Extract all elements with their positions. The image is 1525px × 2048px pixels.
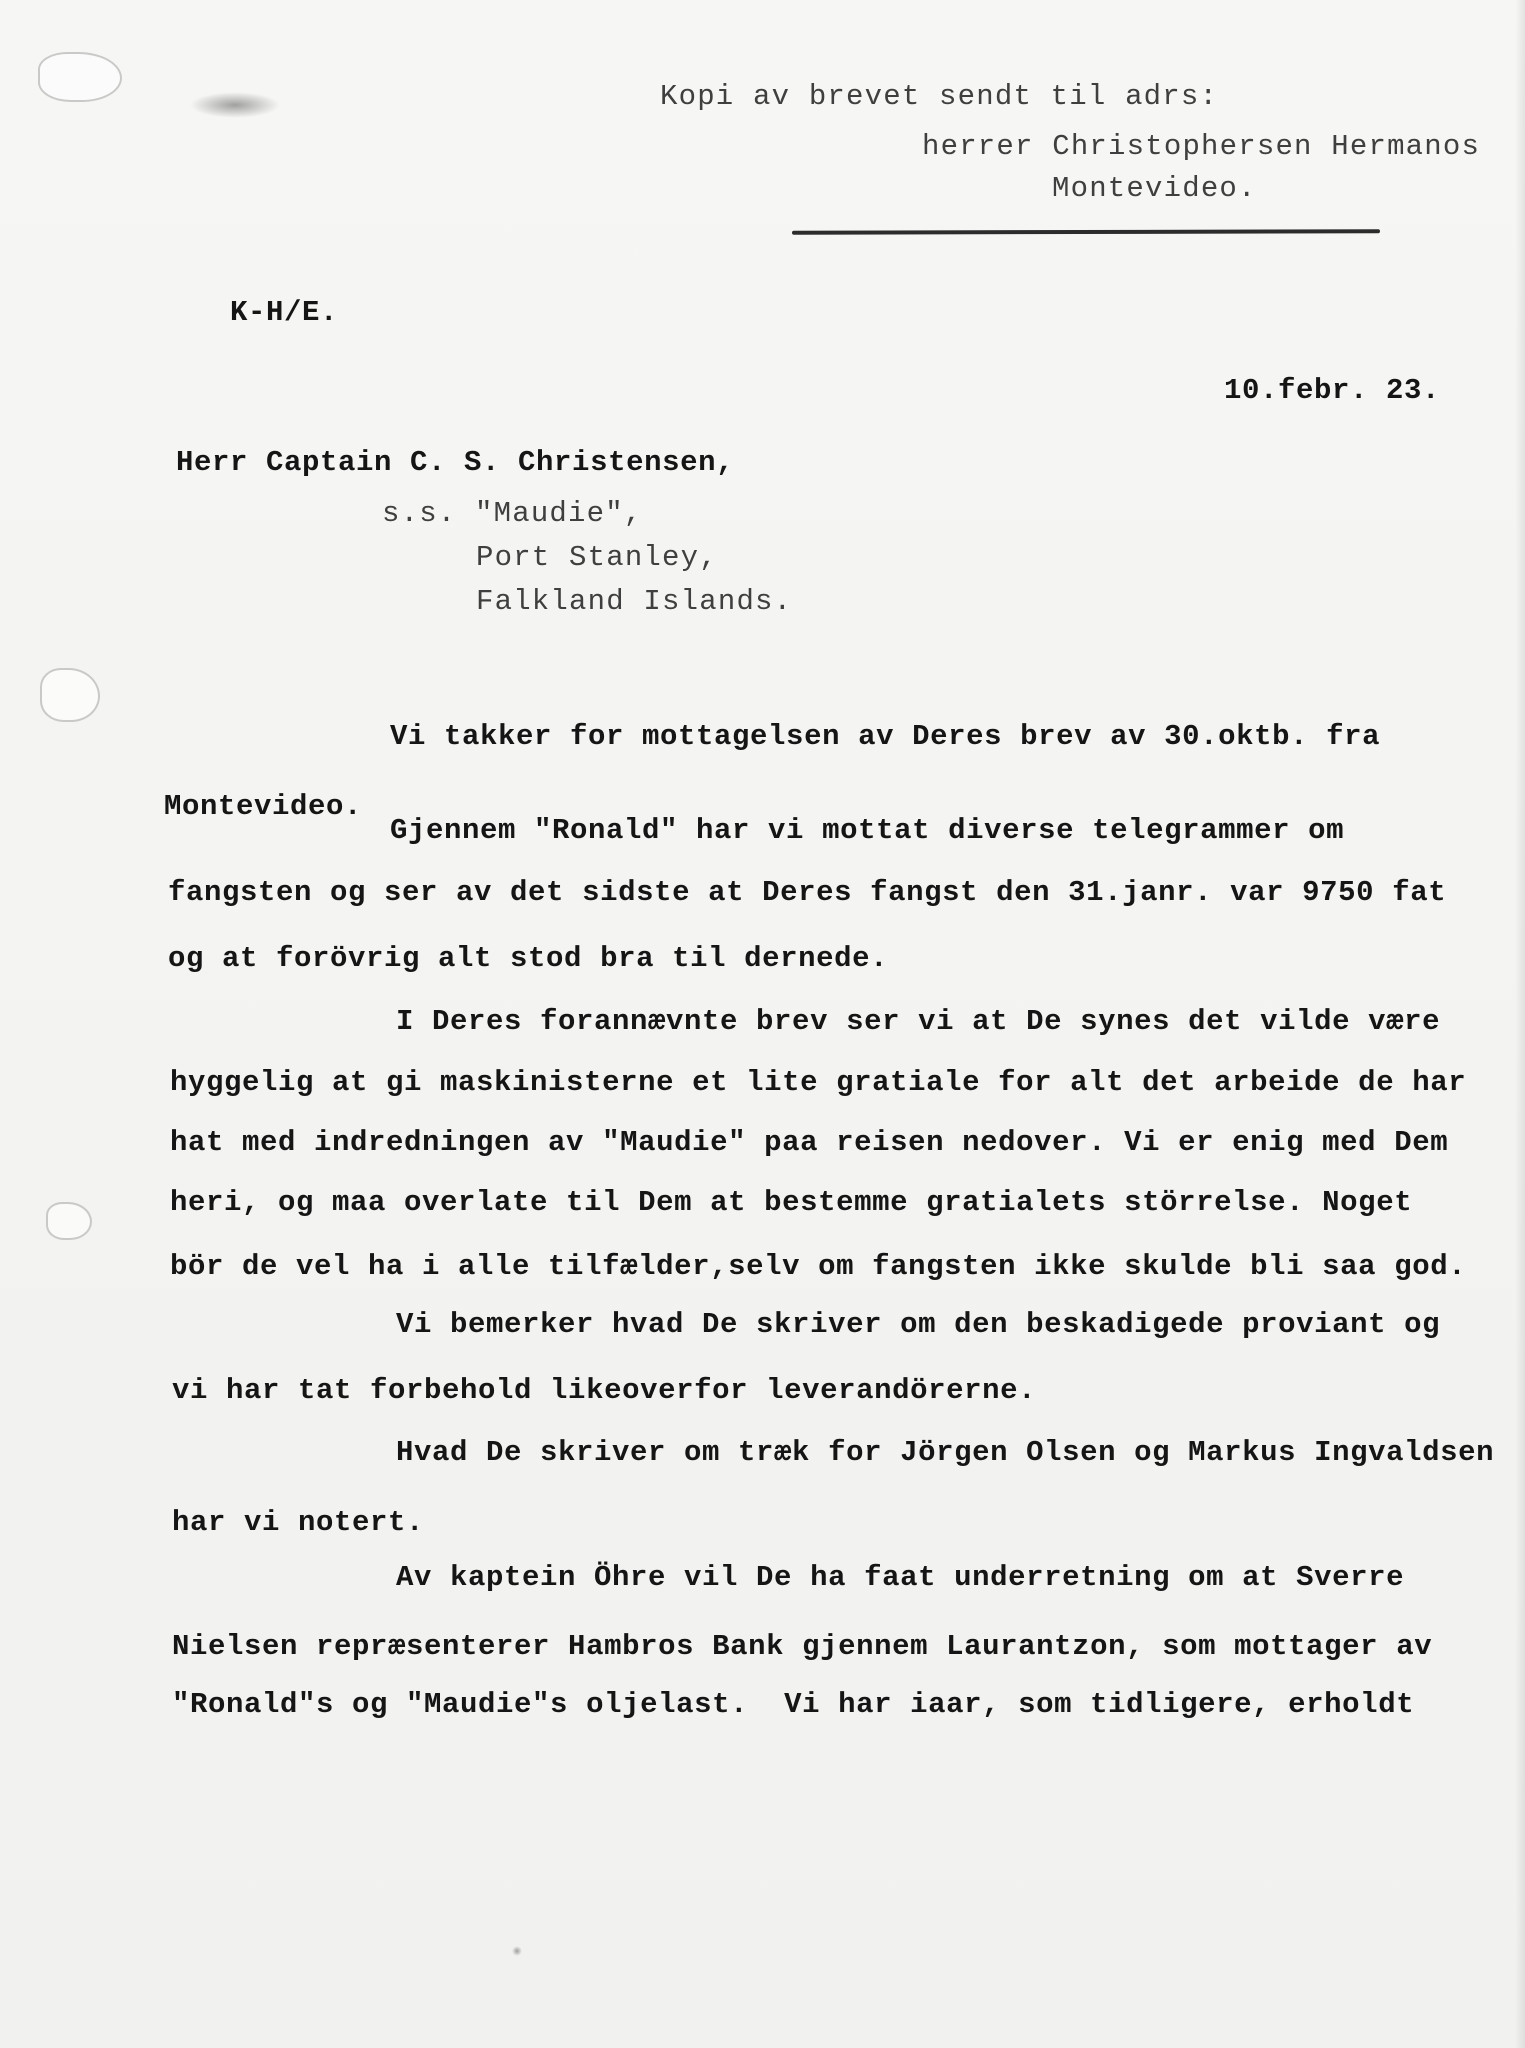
body-line: hat med indredningen av "Maudie" paa reisen nedover. Vi er enig med Dem: [170, 1126, 1449, 1159]
reference-code: K-H/E.: [230, 296, 339, 329]
body-line: I Deres forannævnte brev ser vi at De synes det vilde være: [396, 1005, 1441, 1038]
body-line: Gjennem "Ronald" har vi mottat diverse telegrammer om: [390, 814, 1345, 847]
page-edge-shadow: [1515, 0, 1525, 2048]
letter-date: 10.febr. 23.: [1224, 374, 1441, 407]
body-line: hyggelig at gi maskinisterne et lite gratiale for alt det arbeide de har: [170, 1066, 1467, 1099]
copy-note-line-2: herrer Christophersen Hermanos: [922, 130, 1481, 163]
punch-hole-lower: [46, 1202, 92, 1240]
body-line: Vi takker for mottagelsen av Deres brev av 30.oktb. fra: [390, 720, 1381, 753]
recipient-ship: s.s. "Maudie",: [382, 497, 643, 530]
copy-note-line-1: Kopi av brevet sendt til adrs:: [660, 80, 1219, 113]
ink-smudge: [190, 92, 280, 118]
ink-dot: [512, 1946, 522, 1956]
copy-note-line-3: Montevideo.: [1052, 172, 1257, 205]
recipient-port: Port Stanley,: [476, 541, 718, 574]
body-line: vi har tat forbehold likeoverfor leverandörerne.: [172, 1374, 1037, 1407]
recipient-name: Herr Captain C. S. Christensen,: [176, 446, 735, 479]
punch-hole-top: [38, 52, 122, 102]
body-line: bör de vel ha i alle tilfælder,selv om fangsten ikke skulde bli saa god.: [170, 1250, 1467, 1283]
body-line: Hvad De skriver om træk for Jörgen Olsen og Markus Ingvaldsen: [396, 1436, 1495, 1469]
body-line: Montevideo.: [164, 790, 363, 823]
body-line: fangsten og ser av det sidste at Deres fangst den 31.janr. var 9750 fat: [168, 876, 1447, 909]
body-line: og at forövrig alt stod bra til dernede.: [168, 942, 889, 975]
recipient-region: Falkland Islands.: [476, 585, 793, 618]
body-line: heri, og maa overlate til Dem at bestemme gratialets störrelse. Noget: [170, 1186, 1413, 1219]
body-line: Nielsen repræsenterer Hambros Bank gjennem Laurantzon, som mottager av: [172, 1630, 1433, 1663]
punch-hole-middle: [40, 668, 100, 722]
header-divider-line: [792, 229, 1380, 235]
body-line: "Ronald"s og "Maudie"s oljelast. Vi har iaar, som tidligere, erholdt: [172, 1688, 1415, 1721]
body-line: Vi bemerker hvad De skriver om den beskadigede proviant og: [396, 1308, 1441, 1341]
body-line: Av kaptein Öhre vil De ha faat underretning om at Sverre: [396, 1561, 1405, 1594]
body-line: har vi notert.: [172, 1506, 425, 1539]
